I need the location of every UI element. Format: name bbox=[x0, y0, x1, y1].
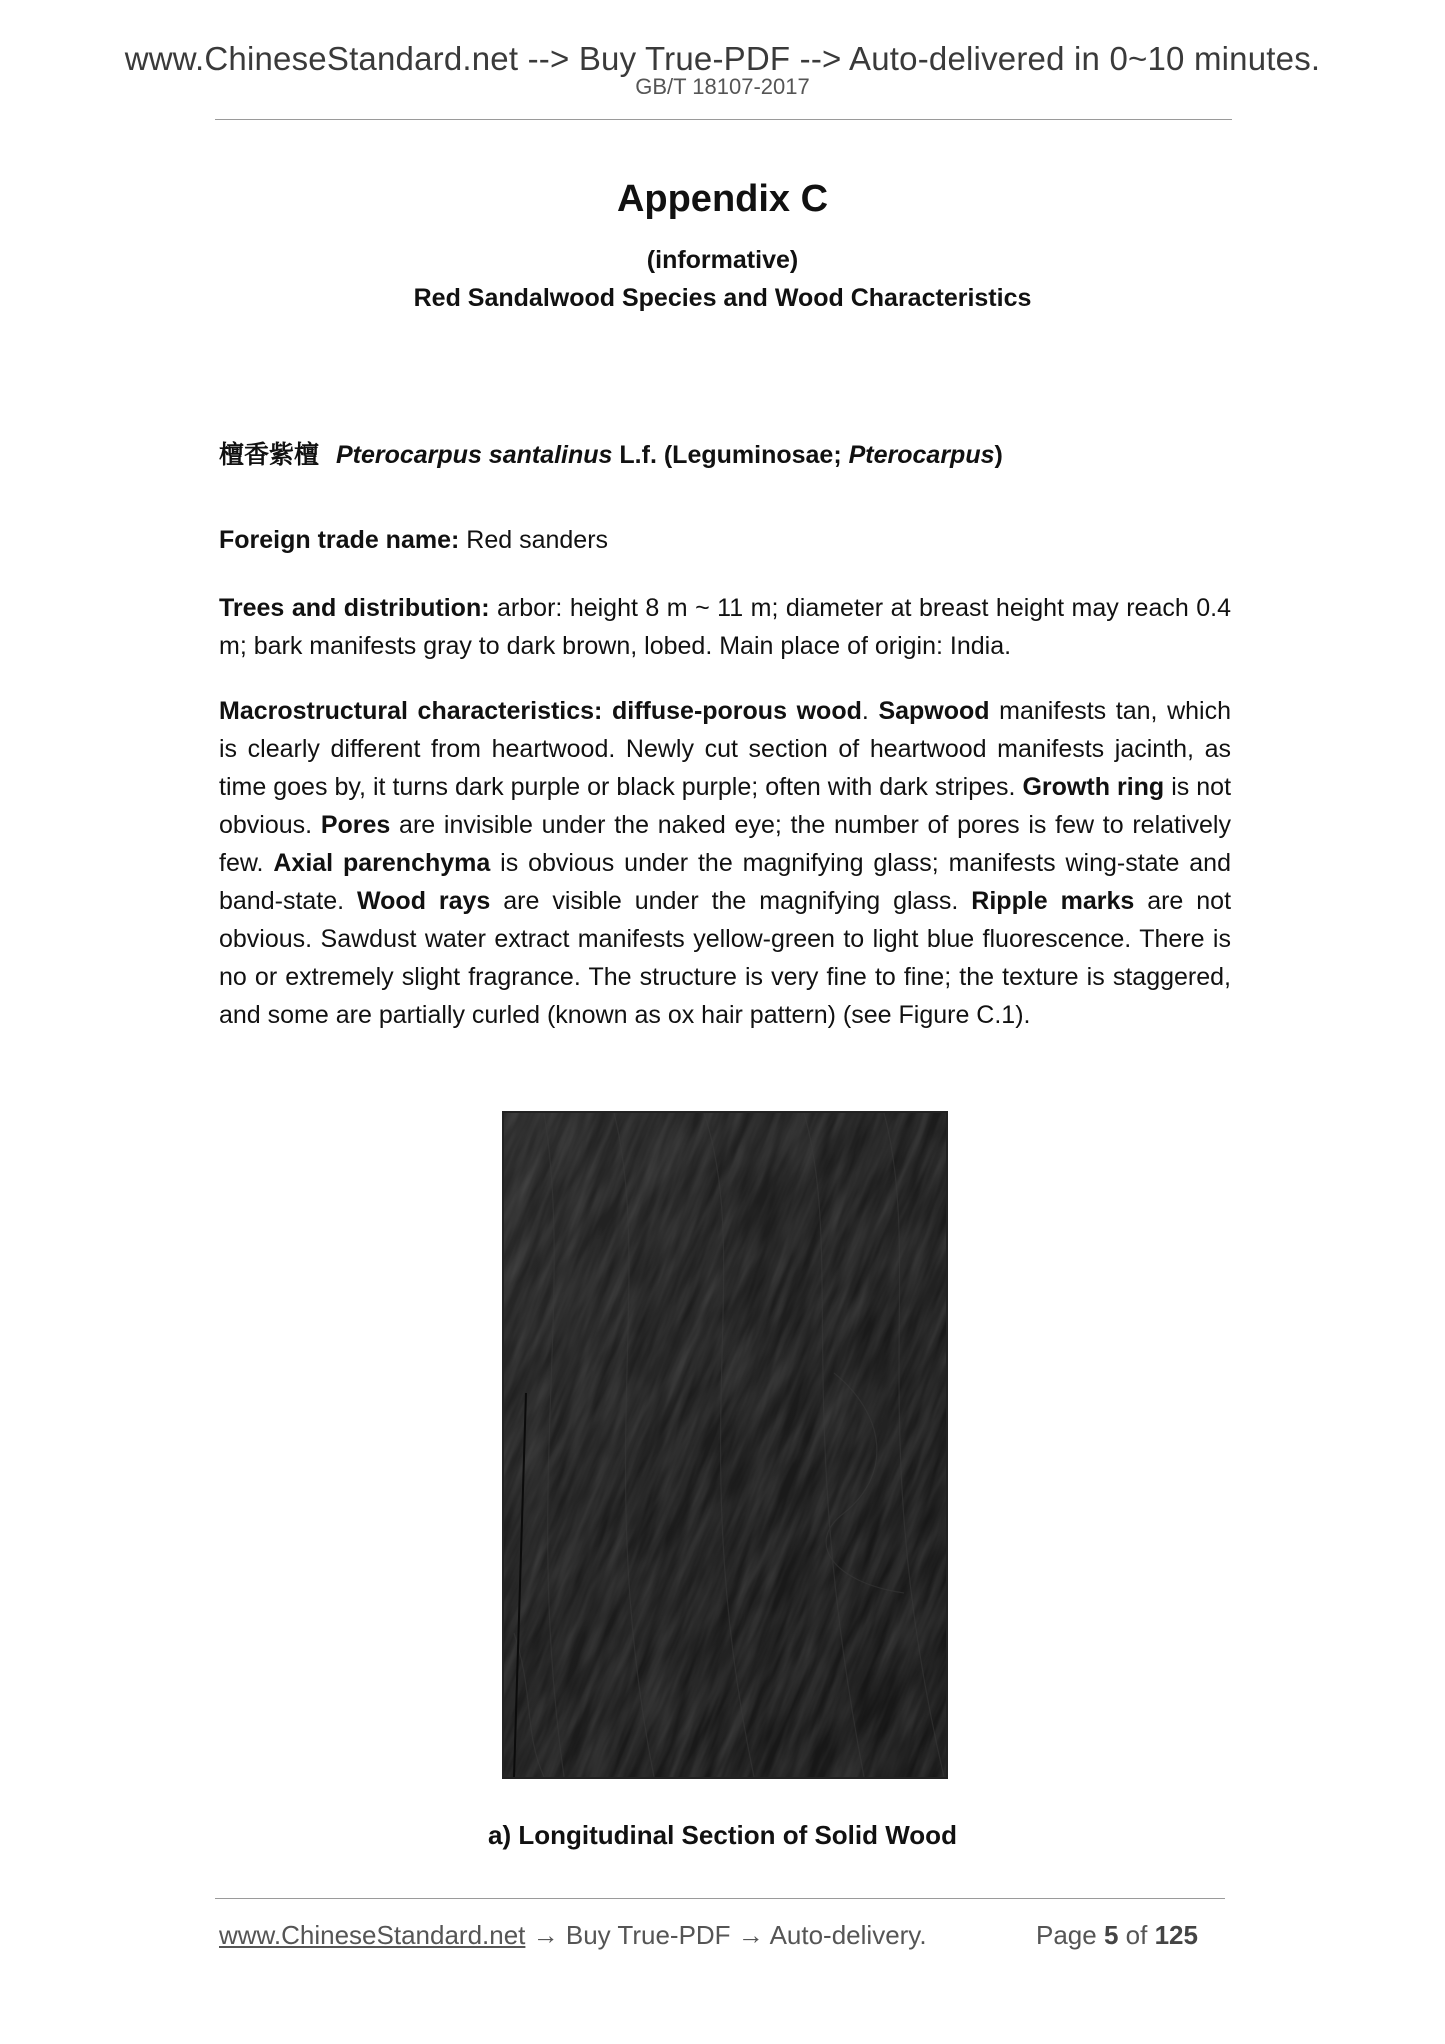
species-heading bbox=[219, 436, 1231, 474]
term-ripple-marks: Ripple marks bbox=[971, 887, 1135, 915]
term-growth-ring: Growth ring bbox=[1022, 773, 1165, 801]
footer-site-link[interactable]: www.ChineseStandard.net bbox=[219, 1920, 526, 1950]
macro-text-4: are invisible under the naked eye; the number of pores is few to relatively few. bbox=[219, 811, 1231, 877]
macro-text-6: are visible under the magnifying glass. bbox=[490, 887, 972, 915]
trade-name-value: Red sanders bbox=[459, 526, 609, 554]
term-axial-parenchyma: Axial parenchyma bbox=[273, 849, 491, 877]
site-banner: www.ChineseStandard.net --> Buy True-PDF --> Auto-delivered in 0~10 minutes. bbox=[124, 40, 1321, 77]
footer-promo-text: → Buy True-PDF → Auto-delivery. bbox=[525, 1920, 927, 1950]
figure-caption: a) Longitudinal Section of Solid Wood bbox=[488, 1820, 957, 1850]
macro-text-5: is obvious under the magnifying glass; manifests wing-state and band-state. bbox=[219, 849, 1231, 915]
footer-divider bbox=[215, 1898, 1225, 1899]
page-total: 125 bbox=[1154, 1920, 1198, 1950]
trees-text: arbor: height 8 m ~ 11 m; diameter at breast height may reach 0.4 m; bark manifests gray to dark brown, lobed. Main place of origin: India. bbox=[219, 594, 1231, 660]
trade-name-label: Foreign trade name: bbox=[219, 526, 460, 554]
species-author: L.f. bbox=[619, 441, 657, 469]
appendix-type: (informative) bbox=[646, 246, 799, 274]
header-divider bbox=[215, 119, 1232, 120]
term-sapwood: Sapwood bbox=[878, 697, 990, 725]
page-of-label: of bbox=[1125, 1920, 1148, 1950]
species-family-open: (Leguminosae; bbox=[663, 441, 849, 469]
trade-name-paragraph bbox=[219, 521, 1231, 559]
species-latin-name: Pterocarpus santalinus bbox=[335, 441, 613, 469]
wood-section-photo bbox=[502, 1111, 948, 1779]
macro-text-7: are not obvious. Sawdust water extract manifests yellow-green to light blue fluorescence. There is no or extremely slight fragrance. The structure is very fine to fine; the texture is staggered, and some are partially curled (known as ox hair pattern) (see Figure C.1). bbox=[219, 887, 1232, 1029]
species-family-close: ) bbox=[994, 441, 1003, 469]
species-chinese-name: 檀香紫檀 bbox=[219, 440, 320, 469]
page-indicator bbox=[1036, 1920, 1198, 1951]
wood-grain-image bbox=[504, 1113, 946, 1777]
macro-text-1: . bbox=[861, 697, 879, 725]
macro-text-2: manifests tan, which is clearly different from heartwood. Newly cut section of heartwood manifests jacinth, as time goes by, it turns dark purple or black purple; often with dark stripes. bbox=[219, 697, 1231, 801]
term-wood-rays: Wood rays bbox=[357, 887, 491, 915]
footer-promo bbox=[219, 1920, 927, 1951]
page-label: Page bbox=[1036, 1920, 1097, 1950]
macro-paragraph bbox=[219, 692, 1231, 1034]
page-number: 5 bbox=[1103, 1920, 1119, 1950]
appendix-heading: Red Sandalwood Species and Wood Characteristics bbox=[413, 284, 1032, 312]
appendix-title: Appendix C bbox=[616, 178, 829, 220]
macro-label: Macrostructural characteristics: diffuse-porous wood bbox=[219, 697, 862, 725]
trees-paragraph bbox=[219, 589, 1231, 665]
standard-number: GB/T 18107-2017 bbox=[635, 74, 810, 99]
trees-label: Trees and distribution: bbox=[219, 594, 490, 622]
macro-text-3: is not obvious. bbox=[219, 773, 1232, 839]
term-pores: Pores bbox=[320, 811, 391, 839]
species-genus: Pterocarpus bbox=[848, 441, 995, 469]
